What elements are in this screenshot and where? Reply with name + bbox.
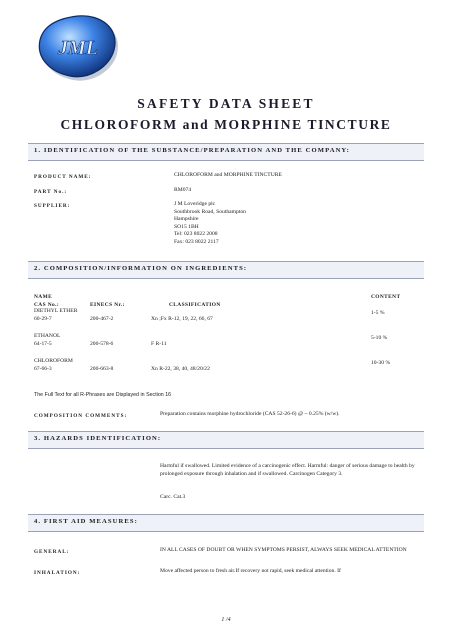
- ingredient-content: 5-10 %: [371, 335, 388, 341]
- ingredient-cas: 67-66-3: [34, 366, 52, 372]
- document-title: SAFETY DATA SHEET: [137, 96, 315, 111]
- part-number-value: RM074: [174, 187, 192, 193]
- supplier-line: SO15 1BH: [174, 223, 199, 230]
- ingredient-classification: Xn ;Fx R-12, 19, 22, 66, 67: [151, 316, 213, 322]
- ingredient-einecs: 200-663-8: [90, 366, 114, 372]
- supplier-address: [174, 201, 246, 247]
- hazards-category: Carc. Cat.3: [160, 494, 186, 500]
- section-3-title: 3. HAZARDS IDENTIFICATION:: [34, 435, 162, 442]
- document-subtitle: CHLOROFORM and MORPHINE TINCTURE: [60, 117, 392, 132]
- product-name-label: PRODUCT NAME:: [34, 174, 92, 180]
- col-content-header: CONTENT: [371, 294, 401, 300]
- ingredient-einecs: 200-578-6: [90, 341, 114, 347]
- product-name-value: CHLOROFORM and MORPHINE TINCTURE: [174, 172, 282, 178]
- col-classification-header: CLASSIFICATION: [169, 302, 221, 308]
- supplier-line: Southbrook Road, Southampton: [174, 208, 246, 215]
- inhalation-label: INHALATION:: [34, 570, 81, 576]
- section-4-header: [28, 514, 424, 532]
- section-2-header: [28, 261, 424, 279]
- section-1-title: 1. IDENTIFICATION OF THE SUBSTANCE/PREPARATION AND THE COMPANY:: [34, 147, 350, 154]
- section-2-title: 2. COMPOSITION/INFORMATION ON INGREDIENTS:: [34, 265, 248, 272]
- section-3-header: [28, 431, 424, 449]
- ingredient-classification: Xn R-22, 38, 40, 48/20/22: [151, 366, 210, 372]
- ingredient-name: ETHANOL: [34, 333, 61, 339]
- section-4-title: 4. FIRST AID MEASURES:: [34, 518, 138, 525]
- supplier-label: SUPPLIER:: [34, 203, 71, 209]
- supplier-line: J M Loveridge plc: [174, 201, 216, 207]
- ingredient-cas: 60-29-7: [34, 316, 52, 322]
- col-cas-header: CAS No.:: [34, 302, 60, 308]
- ingredient-name: CHLOROFORM: [34, 358, 73, 364]
- ingredient-cas: 64-17-5: [34, 341, 52, 347]
- ingredient-name: DIETHYL ETHER: [34, 308, 78, 314]
- col-einecs-header: EINECS Nr.:: [90, 302, 125, 308]
- general-label: GENERAL:: [34, 549, 70, 555]
- section-1-header: [28, 143, 424, 161]
- supplier-line: Fax: 023 8022 2117: [174, 238, 219, 245]
- ingredient-classification: F R-11: [151, 341, 167, 347]
- general-value: IN ALL CASES OF DOUBT OR WHEN SYMPTOMS PERSIST, ALWAYS SEEK MEDICAL ATTENTION: [160, 547, 407, 553]
- ingredient-einecs: 200-467-2: [90, 316, 114, 322]
- inhalation-value: Move affected person to fresh air.If recovery not rapid, seek medical attention. If: [160, 568, 341, 574]
- supplier-line: Hampshire: [174, 216, 199, 223]
- rphrase-note: The Full Text for all R-Phrases are Displayed in Section 16: [34, 392, 172, 398]
- page-number: 1 /4: [221, 617, 231, 623]
- composition-comments-label: COMPOSITION COMMENTS:: [34, 413, 128, 419]
- ingredient-content: 1-5 %: [371, 310, 385, 316]
- ingredient-content: 10-30 %: [371, 360, 391, 366]
- part-number-label: PART No.:: [34, 189, 68, 195]
- composition-comments-value: Preparation contains morphine hydrochloride (CAS 52-26-6) @ ~ 0.25% (w/w).: [160, 411, 340, 417]
- company-logo: [30, 10, 126, 86]
- hazards-text: Harmful if swallowed. Limited evidence of a carcinogenic effect. Harmful: danger of serious damage to health by prolonged exposure through inhalation and if swallowed. Carcinogen Category 3.: [160, 463, 415, 477]
- col-name-header: NAME: [34, 294, 53, 300]
- logo-text: JML: [58, 37, 98, 59]
- supplier-line: Tel: 023 8022 2008: [174, 231, 218, 238]
